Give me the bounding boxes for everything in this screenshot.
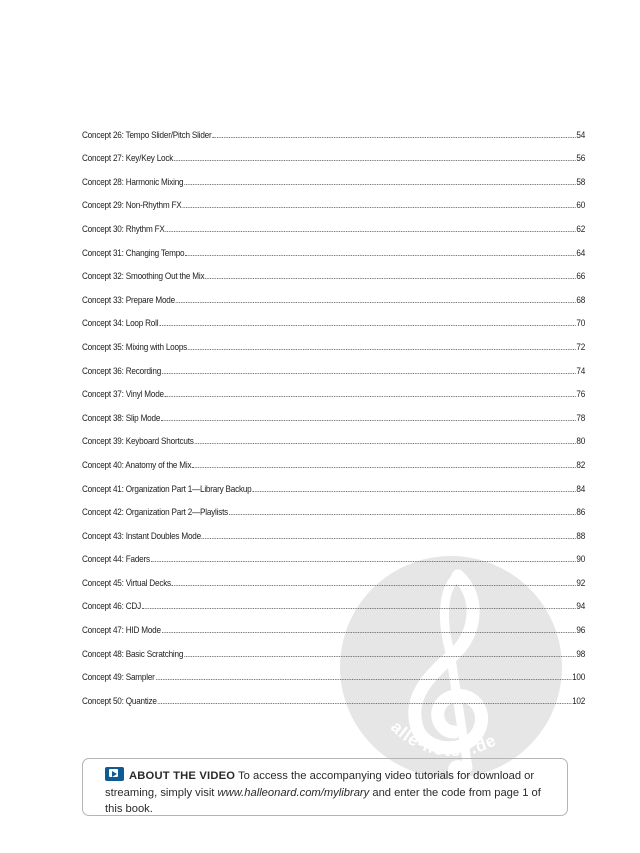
toc-entry[interactable]	[82, 188, 585, 212]
toc-entry-title: Concept 44: Faders	[82, 554, 150, 566]
toc-entry-page: 92	[576, 577, 586, 589]
toc-entry-title: Concept 36: Recording	[82, 365, 162, 377]
toc-entry-title: Concept 39: Keyboard Shortcuts	[82, 436, 194, 448]
about-video-text-end: and enter the code from page 1 of this book.	[105, 786, 541, 815]
toc-entry-page: 86	[576, 507, 586, 519]
toc-entry-page: 62	[576, 223, 586, 235]
toc-entry-title: Concept 43: Instant Doubles Mode	[82, 530, 201, 542]
toc-entry[interactable]	[82, 306, 585, 330]
toc-entry-page: 64	[576, 247, 586, 259]
toc-entry[interactable]	[82, 329, 585, 353]
toc-entry-title: Concept 49: Sampler	[82, 672, 155, 684]
toc-entry-page: 60	[576, 200, 586, 212]
toc-entry-title: Concept 32: Smoothing Out the Mix	[82, 271, 205, 283]
toc-entry[interactable]	[82, 353, 585, 377]
dot-leader	[185, 255, 575, 256]
toc-entry-title: Concept 41: Organization Part 1—Library Backup	[82, 483, 252, 495]
toc-entry-page: 88	[576, 530, 586, 542]
toc-entry[interactable]	[82, 259, 585, 283]
toc-entry-title: Concept 40: Anatomy of the Mix	[82, 459, 192, 471]
dot-leader	[161, 420, 576, 421]
toc-entry[interactable]	[82, 518, 585, 542]
toc-entry[interactable]	[82, 612, 585, 636]
toc-entry-title: Concept 50: Quantize	[82, 695, 157, 707]
toc-entry-title: Concept 27: Key/Key Lock	[82, 153, 174, 165]
toc-entry-title: Concept 26: Tempo Slider/Pitch Slider	[82, 129, 212, 141]
toc-entry[interactable]	[82, 471, 585, 495]
toc-entry-title: Concept 30: Rhythm FX	[82, 223, 165, 235]
toc-entry[interactable]	[82, 565, 585, 589]
dot-leader	[184, 656, 576, 657]
toc-entry-page: 100	[572, 672, 586, 684]
about-video-box	[82, 758, 568, 816]
toc-entry[interactable]	[82, 495, 585, 519]
table-of-contents	[82, 117, 585, 707]
dot-leader	[202, 538, 576, 539]
dot-leader	[205, 278, 575, 279]
toc-entry-title: Concept 28: Harmonic Mixing	[82, 176, 184, 188]
dot-leader	[184, 184, 575, 185]
toc-entry-title: Concept 45: Virtual Decks	[82, 577, 171, 589]
dot-leader	[142, 608, 576, 609]
dot-leader	[159, 325, 575, 326]
toc-entry-page: 90	[576, 554, 586, 566]
toc-entry[interactable]	[82, 636, 585, 660]
toc-entry-title: Concept 47: HID Mode	[82, 625, 161, 637]
toc-entry-title: Concept 31: Changing Tempo	[82, 247, 185, 259]
toc-entry-page: 68	[576, 294, 586, 306]
toc-entry[interactable]	[82, 447, 585, 471]
library-url-link[interactable]: www.halleonard.com/mylibrary	[217, 786, 370, 799]
toc-entry[interactable]	[82, 424, 585, 448]
toc-entry-page: 70	[576, 318, 586, 330]
toc-entry-page: 80	[576, 436, 586, 448]
toc-entry-title: Concept 33: Prepare Mode	[82, 294, 175, 306]
watermark-text: alle-noten.de	[387, 717, 500, 761]
toc-entry-page: 66	[576, 271, 586, 283]
toc-entry[interactable]	[82, 660, 585, 684]
toc-entry-page: 78	[576, 412, 586, 424]
dot-leader	[188, 349, 576, 350]
toc-entry-title: Concept 46: CDJ	[82, 601, 141, 613]
dot-leader	[166, 231, 576, 232]
dot-leader	[151, 561, 576, 562]
toc-entry-page: 94	[576, 601, 586, 613]
dot-leader	[156, 679, 572, 680]
toc-entry-title: Concept 42: Organization Part 2—Playlists	[82, 507, 229, 519]
toc-entry[interactable]	[82, 141, 585, 165]
toc-entry-page: 56	[576, 153, 586, 165]
toc-entry[interactable]	[82, 164, 585, 188]
dot-leader	[165, 396, 576, 397]
dot-leader	[172, 585, 576, 586]
dot-leader	[174, 160, 576, 161]
dot-leader	[229, 514, 576, 515]
toc-entry-title: Concept 34: Loop Roll	[82, 318, 159, 330]
toc-entry[interactable]	[82, 377, 585, 401]
toc-entry-page: 84	[576, 483, 586, 495]
toc-entry-page: 58	[576, 176, 586, 188]
video-play-icon	[105, 767, 124, 781]
dot-leader	[162, 373, 576, 374]
dot-leader	[158, 703, 572, 704]
dot-leader	[194, 443, 575, 444]
toc-entry[interactable]	[82, 400, 585, 424]
toc-entry-page: 98	[576, 648, 586, 660]
toc-entry[interactable]	[82, 589, 585, 613]
toc-entry-title: Concept 29: Non-Rhythm FX	[82, 200, 182, 212]
about-video-heading: ABOUT THE VIDEO	[129, 770, 236, 782]
toc-entry-title: Concept 37: Vinyl Mode	[82, 389, 164, 401]
toc-entry-page: 74	[576, 365, 586, 377]
toc-entry[interactable]	[82, 683, 585, 707]
dot-leader	[252, 491, 575, 492]
about-video-text: To access the accompanying video tutorials for download or streaming, simply visit	[105, 770, 535, 799]
toc-entry-title: Concept 38: Slip Mode	[82, 412, 161, 424]
toc-entry[interactable]	[82, 211, 585, 235]
toc-entry-page: 82	[576, 459, 586, 471]
toc-entry-title: Concept 35: Mixing with Loops	[82, 341, 188, 353]
dot-leader	[182, 207, 575, 208]
toc-entry[interactable]	[82, 117, 585, 141]
dot-leader	[192, 467, 575, 468]
toc-entry[interactable]	[82, 542, 585, 566]
dot-leader	[212, 137, 575, 138]
toc-entry[interactable]	[82, 282, 585, 306]
toc-entry-page: 54	[576, 129, 586, 141]
toc-entry-page: 72	[576, 341, 586, 353]
toc-entry-title: Concept 48: Basic Scratching	[82, 648, 184, 660]
toc-entry-page: 102	[572, 695, 586, 707]
dot-leader	[162, 632, 576, 633]
dot-leader	[176, 302, 576, 303]
toc-entry[interactable]	[82, 235, 585, 259]
toc-entry-page: 76	[576, 389, 586, 401]
toc-entry-page: 96	[576, 625, 586, 637]
